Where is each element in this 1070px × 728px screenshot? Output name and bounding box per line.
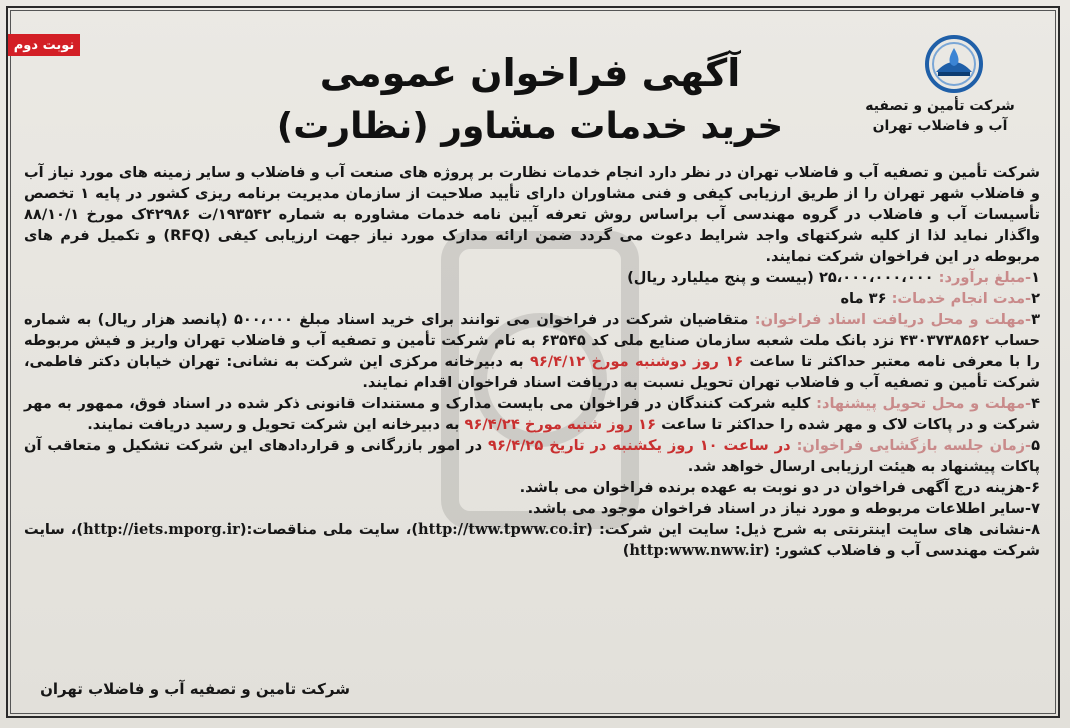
item-number: ۳ [1031, 311, 1040, 328]
item-text: )، سایت شرکت مهندسی آب و فاضلاب کشور: ( [24, 521, 1040, 559]
item-text: به دبیرخانه این شرکت تحویل و رسید دریافت نمایند. [87, 416, 460, 433]
main-title: آگهی فراخوان عمومی [319, 51, 741, 95]
item-label: -مدت انجام خدمات: [891, 290, 1032, 307]
item-label: -مبلغ برآورد: [938, 269, 1032, 286]
company-website-link[interactable]: http://tww.tpww.co.ir [417, 521, 587, 538]
item-text: -سایر اطلاعات مربوطه و مورد نیاز در اسناد فراخوان موجود می باشد. [527, 500, 1032, 517]
item-label: -مهلت و محل تحویل پیشنهاد: [816, 395, 1032, 412]
company-name-line-1: شرکت تأمین و تصفیه [865, 98, 1015, 114]
item-3 [24, 309, 1040, 393]
company-name-header [840, 96, 1040, 136]
item-1 [24, 267, 1040, 288]
item-2 [24, 288, 1040, 309]
opening-session-highlight: در ساعت ۱۰ روز یکشنبه در تاریخ ۹۶/۴/۲۵ [488, 437, 791, 454]
item-number: ۷ [1031, 500, 1040, 517]
item-number: ۲ [1031, 290, 1040, 307]
item-7 [24, 498, 1040, 519]
deadline-highlight: ۱۶ روز دوشنبه مورخ ۹۶/۴/۱۲ [529, 353, 744, 370]
item-5 [24, 435, 1040, 477]
item-text: -هزینه درج آگهی فراخوان در دو نوبت به عهده برنده فراخوان می باشد. [519, 479, 1032, 496]
item-text: ) [622, 542, 630, 559]
item-number: ۸ [1031, 521, 1040, 538]
item-label: -مهلت و محل دریافت اسناد فراخوان: [754, 311, 1032, 328]
item-label: -زمان جلسه بازگشایی فراخوان: [796, 437, 1032, 454]
national-tenders-link[interactable]: http://iets.mporg.ir [83, 521, 240, 538]
sub-title: خرید خدمات مشاور (نظارت) [276, 106, 784, 147]
item-number: ۵ [1031, 437, 1041, 454]
item-6 [24, 477, 1040, 498]
water-drop-logo-icon [924, 34, 984, 94]
item-text: متقاضیان شرکت در فراخوان می توانند برای خرید اسناد مبلغ ۵۰۰،۰۰۰ (پانصد هزار ریال) به شماره حساب ۴۳۰۳۷۳۸۵۶۲ نزد بانک ملت شعبه سازمان صنایع ملی کد ۶۳۵۴۵ به نام شرکت تأمین و تصفیه آب و فاضلاب تهران واریز و فیش مربوطه را با معرفی نامه معتبر حداکثر تا ساعت [24, 311, 1040, 370]
deadline-highlight: ۱۶ روز شنبه مورخ ۹۶/۴/۲۴ [464, 416, 656, 433]
second-publication-badge: نوبت دوم [8, 34, 80, 56]
item-text: ۳۶ ماه [840, 290, 887, 307]
item-number: ۱ [1031, 269, 1040, 286]
item-number: ۶ [1031, 479, 1040, 496]
item-number: ۴ [1031, 395, 1040, 412]
item-text: -نشانی های سایت اینترنتی به شرح ذیل: سایت این شرکت: ( [586, 521, 1032, 538]
item-4 [24, 393, 1040, 435]
item-8 [24, 519, 1040, 561]
intro-paragraph: شرکت تأمین و تصفیه آب و فاضلاب تهران در نظر دارد انجام خدمات نظارت بر پروژه های صنعت آب و فاضلاب و سایر زمینه های مورد نیاز آب و فاضلاب شهر تهران را از طریق ارزیابی کیفی و فنی مشاوران دارای تأیید صلاحیت از سازمان مدیریت برنامه ریزی کشور در پایه ۱ تخصص تأسیسات آب و فاضلاب در گروه مهندسی آب براساس روش تعرفه آیین نامه خدمات مشاوره به شماره ۱۹۳۵۴۲/ت ۴۲۹۸۶ک مورخ ۸۸/۱۰/۱ واگذار نماید لذا از کلیه شرکتهای واجد شرایط دعوت می گردد ضمن ارائه مدارک مورد نیاز جهت ارزیابی کیفی (RFQ) و تکمیل فرم های مربوطه در این فراخوان شرکت نمایند. [24, 164, 1041, 265]
item-text: ۲۵،۰۰۰،۰۰۰،۰۰۰ (بیست و پنج میلیارد ریال) [627, 269, 934, 286]
announcement-body [24, 162, 1040, 561]
item-text: )، سایت ملی مناقصات:( [239, 521, 418, 538]
company-name-line-2: آب و فاضلاب تهران [872, 118, 1008, 134]
footer-company-signature: شرکت تامین و تصفیه آب و فاضلاب تهران [40, 680, 350, 698]
item-text: در امور بازرگانی و قراردادهای این شرکت تشکیل و متعاقب آن پاکات پیشنهاد به هیئت ارزیابی ارسال خواهد شد. [24, 437, 1040, 475]
item-text: کلیه شرکت کنندگان در فراخوان می بایست مدارک و مستندات قانونی ذکر شده در اسناد فوق، ممهور به مهر شرکت و در پاکات لاک و مهر شده را حداکثر تا ساعت [24, 395, 1040, 433]
item-text: به دبیرخانه مرکزی این شرکت به نشانی: تهران خیابان دکتر فاطمی، شرکت تأمین و تصفیه آب و فاضلاب تهران تحویل نسبت به دریافت اسناد فراخوان اقدام نمایند. [24, 353, 1040, 391]
nww-website-link[interactable]: http:www.nww.ir [629, 542, 763, 559]
